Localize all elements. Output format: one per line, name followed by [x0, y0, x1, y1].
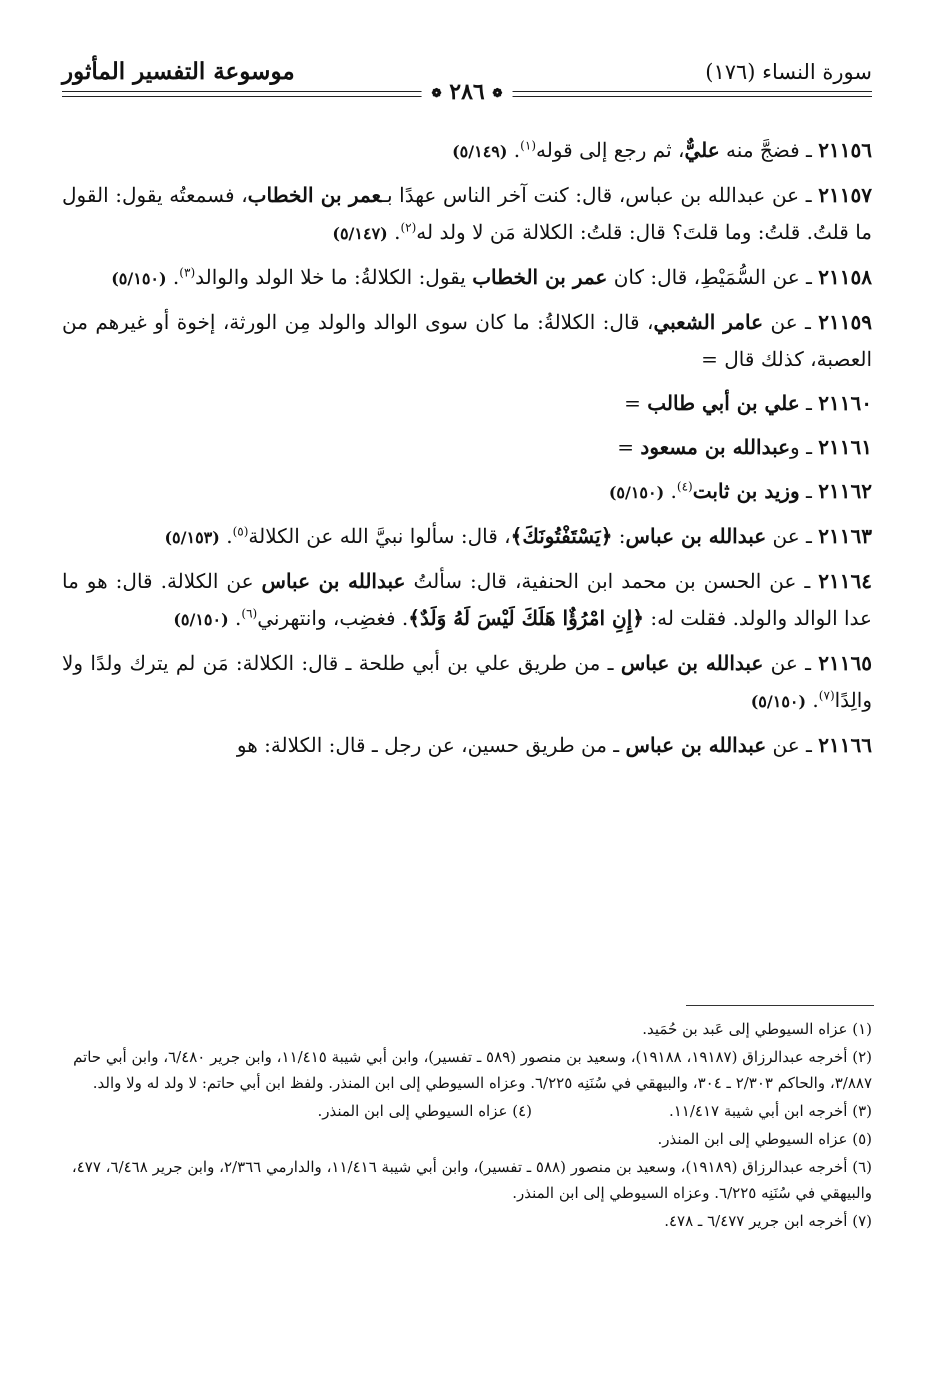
- footnote-marker: (٣): [179, 265, 196, 280]
- narration-21162: ٢١١٦٢ ـ وزيد بن ثابت$^{(٤)}$. (٥/١٥٠): [608, 479, 872, 503]
- footnote-4: (٤) عزاه السيوطي إلى ابن المنذر.: [317, 1102, 532, 1120]
- volume-reference: (٥/١٤٩): [452, 142, 508, 161]
- footnotes: [62, 1016, 872, 1236]
- narration-number: ٢١١٦٦: [818, 733, 872, 757]
- narrator-name: عمر بن الخطاب: [247, 183, 382, 207]
- narrator-name: عامر الشعبي: [653, 310, 764, 334]
- narrator-name: عبدالله بن عباس: [625, 733, 767, 757]
- narration-21166: ٢١١٦٦ ـ عن عبدالله بن عباس ـ من طريق حسين، عن رجل ـ قال: الكلالة: هو: [236, 733, 872, 757]
- narration-21164: ٢١١٦٤ ـ عن الحسن بن محمد ابن الحنفية، قال: سألتُ عبدالله بن عباس عن الكلالة. قال: هو ما عدا الوالد والولد. فقلت له: ﴿إِنِ امْرُؤٌا هَلَكَ لَيْسَ لَهُ وَلَدٌ﴾. فغضِب، وانتهرني$^{(٦)}$. (٥/١٥٠): [62, 569, 873, 630]
- footnote-5: (٥) عزاه السيوطي إلى ابن المنذر.: [657, 1130, 872, 1148]
- footnote-separator: [686, 1005, 874, 1006]
- footnote-7: (٧) أخرجه ابن جرير ٦/٤٧٧ ـ ٤٧٨.: [664, 1212, 872, 1230]
- volume-reference: (٥/١٥٠): [173, 610, 229, 629]
- volume-reference: (٥/١٥٠): [608, 483, 665, 502]
- narration-number: ٢١١٦٠: [818, 391, 872, 415]
- volume-reference: (٥/١٥٠): [750, 692, 807, 711]
- narration-number: ٢١١٦٤: [818, 569, 873, 593]
- narration-number: ٢١١٥٩: [818, 310, 872, 334]
- narration-number: ٢١١٦٢: [818, 479, 872, 503]
- narration-number: ٢١١٥٧: [818, 183, 872, 207]
- narrator-name: عبدالله بن عباس: [620, 651, 764, 675]
- quran-quote: ﴿يَسْتَفْتُونَكَ﴾: [510, 524, 613, 548]
- footnote-marker: (٤): [676, 479, 693, 494]
- footnote-marker: (٥): [232, 524, 249, 539]
- narrator-name: علي بن أبي طالب: [647, 391, 800, 415]
- narration-number: ٢١١٥٨: [818, 265, 872, 289]
- narration-21163: ٢١١٦٣ ـ عن عبدالله بن عباس: ﴿يَسْتَفْتُونَكَ﴾، قال: سألوا نبيَّ الله عن الكلالة$^{(٥)}$. (٥/١٥٣): [164, 524, 872, 548]
- narrator-name: عليٌّ: [684, 138, 720, 162]
- narration-number: ٢١١٦١: [818, 435, 872, 459]
- quran-quote: ﴿إِنِ امْرُؤٌا هَلَكَ لَيْسَ لَهُ وَلَدٌ﴾: [408, 606, 644, 630]
- footnote-1: (١) عزاه السيوطي إلى عَبد بن حُمَيد.: [642, 1020, 872, 1038]
- narration-21156: ٢١١٥٦ ـ فضجَّ منه عليٌّ، ثم رجع إلى قوله$^{(١)}$. (٥/١٤٩): [452, 138, 872, 162]
- narrator-name: وزيد بن ثابت: [692, 479, 800, 503]
- volume-reference: (٥/١٥٣): [164, 528, 220, 547]
- narration-21159: ٢١١٥٩ ـ عن عامر الشعبي، قال: الكلالةُ: ما كان سوى الوالد والولد مِن الورثة، إخوة أو غيرهم من العصبة، كذلك قال =: [62, 310, 872, 371]
- volume-reference: (٥/١٥٠): [111, 269, 167, 288]
- footnote-3: (٣) أخرجه ابن أبي شيبة ١١/٤١٧.: [668, 1102, 872, 1120]
- ornament-icon: ❁: [492, 86, 503, 100]
- footnote-row: [62, 1098, 872, 1126]
- page-header: [62, 50, 872, 110]
- narrator-name: عمر بن الخطاب: [472, 265, 608, 289]
- narration-21161: ٢١١٦١ ـ وعبدالله بن مسعود =: [617, 435, 872, 459]
- volume-reference: (٥/١٤٧): [332, 224, 388, 243]
- narration-21157: ٢١١٥٧ ـ عن عبدالله بن عباس، قال: كنت آخر الناس عهدًا بـعمر بن الخطاب، فسمعتُه يقول: القول ما قلتُ. قلتُ: وما قلتَ؟ قال: قلتُ: الكلالة مَن لا ولد له$^{(٢)}$. (٥/١٤٧): [62, 183, 872, 244]
- narrator-name: عبدالله بن عباس: [261, 569, 406, 593]
- narration-21158: ٢١١٥٨ ـ عن السُّمَيْطِ، قال: كان عمر بن الخطاب يقول: الكلالةُ: ما خلا الولد والوالد$^{(٣)}$. (٥/١٥٠): [111, 265, 872, 289]
- footnote-marker: (١): [520, 138, 536, 153]
- narration-21165: ٢١١٦٥ ـ عن عبدالله بن عباس ـ من طريق علي بن أبي طلحة ـ قال: الكلالة: مَن لم يترك ولدًا ولا والِدًا$^{(٧)}$. (٥/١٥٠): [62, 651, 873, 712]
- book-title: موسوعة التفسير المأثور: [62, 58, 295, 85]
- narrator-name: عبدالله بن مسعود: [640, 435, 791, 459]
- narration-number: ٢١١٦٥: [818, 651, 873, 675]
- narrator-name: عبدالله بن عباس: [625, 524, 767, 548]
- main-text: [62, 132, 872, 771]
- narration-21160: ٢١١٦٠ ـ علي بن أبي طالب =: [624, 391, 872, 415]
- narration-number: ٢١١٥٦: [818, 138, 872, 162]
- footnote-marker: (٢): [400, 220, 417, 235]
- ornament-icon: ❁: [431, 86, 442, 100]
- page-number: ❁ ٢٨٦ ❁: [422, 79, 513, 105]
- footnote-marker: (٧): [818, 688, 835, 703]
- footnote-6: (٦) أخرجه عبدالرزاق (١٩١٨٩)، وسعيد بن منصور (٥٨٨ ـ تفسير)، وابن أبي شيبة ١١/٤١٦، والدارمي ٢/٣٦٦، وابن جرير ٦/٤٦٨، ٤٧٧، والبيهقي في سُنَنِه ٦/٢٢٥. وعزاه السيوطي إلى ابن المنذر.: [71, 1158, 872, 1202]
- surah-heading: سورة النساء (١٧٦): [705, 60, 872, 84]
- narration-number: ٢١١٦٣: [818, 524, 872, 548]
- footnote-2: (٢) أخرجه عبدالرزاق (١٩١٨٧، ١٩١٨٨)، وسعيد بن منصور (٥٨٩ ـ تفسير)، وابن أبي شيبة ١١/٤١٥، وابن جرير ٦/٤٨٠، وابن أبي حاتم ٣/٨٨٧، والحاكم ٢/٣٠٣ ـ ٣٠٤، والبيهقي في سُنَنِه ٦/٢٢٥. وعزاه السيوطي إلى ابن المنذر. ولفظ ابن أبي حاتم: لا ولد له ولا والد.: [73, 1048, 872, 1092]
- footnote-marker: (٦): [241, 606, 258, 621]
